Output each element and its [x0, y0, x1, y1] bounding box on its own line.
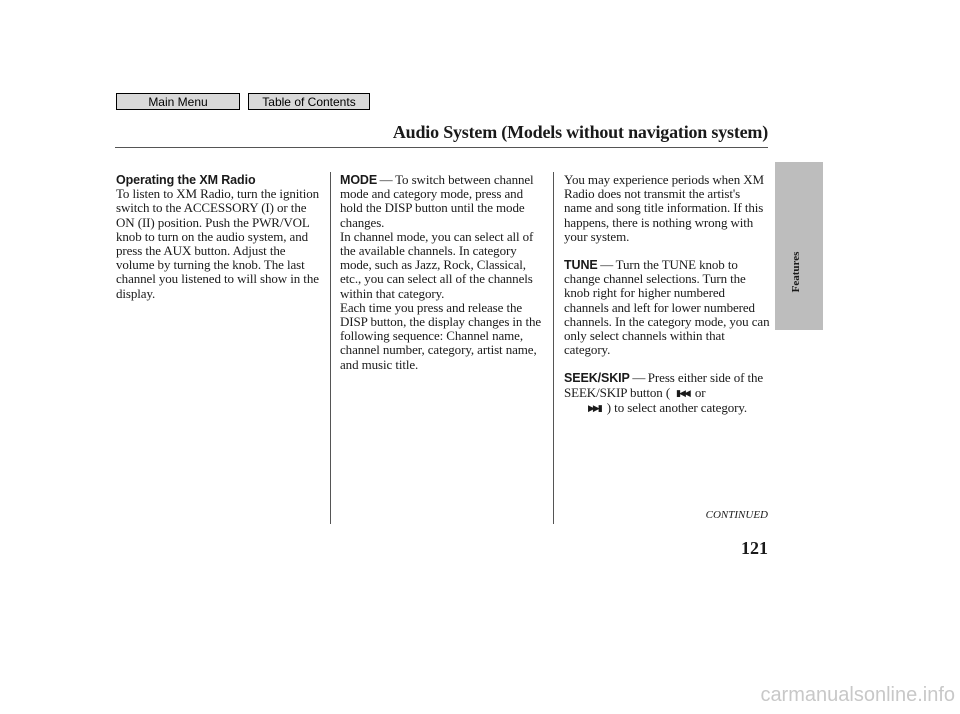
- em-dash: —: [632, 370, 646, 386]
- column-divider-right: [553, 172, 554, 524]
- table-of-contents-button[interactable]: Table of Contents: [248, 93, 370, 110]
- mode-heading: MODE: [340, 173, 378, 187]
- mode-paragraph: [340, 173, 546, 230]
- left-column: [116, 173, 324, 301]
- seek-skip-text-1: Press either side of the SEEK/SKIP button (: [564, 370, 764, 400]
- seek-skip-or: or: [694, 384, 706, 400]
- section-tab: [775, 162, 823, 330]
- main-menu-button[interactable]: Main Menu: [116, 93, 240, 110]
- page-title: Audio System (Models without navigation system): [392, 122, 768, 142]
- mode-text: To switch between channel mode and category mode, press and hold the DISP button until the mode changes.: [340, 172, 534, 230]
- tune-paragraph: [564, 258, 770, 357]
- xm-radio-instructions: To listen to XM Radio, turn the ignition switch to the ACCESSORY (I) or the ON (II) position. Push the PWR/VOL knob to turn on the audio system, and press the AUX button. Adjust the volume by turning the knob. The last channel you listened to will show in the display.: [116, 186, 320, 301]
- skip-forward-icon: ▶▶▮: [588, 403, 601, 414]
- xm-interruption-paragraph: You may experience periods when XM Radio does not transmit the artist's name and song title information. If this happens, there is nothing wrong with your system.: [564, 172, 764, 244]
- skip-back-icon: ▮◀◀: [676, 388, 689, 399]
- continued-label: CONTINUED: [705, 509, 768, 521]
- em-dash: —: [379, 172, 393, 187]
- seek-skip-text-2: ) to select another category.: [606, 399, 748, 415]
- disp-sequence-paragraph: Each time you press and release the DISP button, the display changes in the following sequence: Channel name, channel number, category, artist name, and music title.: [340, 299, 542, 372]
- seek-skip-heading: SEEK/SKIP: [564, 371, 630, 386]
- tune-heading: TUNE: [564, 258, 598, 273]
- watermark: carmanualsonline.info: [760, 684, 955, 706]
- seek-skip-paragraph: [564, 371, 770, 416]
- tune-text: Turn the TUNE knob to change channel selections. Turn the knob right for higher numbered channels and left for lower numbered channels. In the category mode, you can only select channels within that category.: [564, 257, 770, 358]
- channel-mode-paragraph: In channel mode, you can select all of the available channels. In category mode, such as Jazz, Rock, Classical, etc., you can select all of the channels within that category.: [340, 228, 534, 301]
- middle-column: [340, 173, 546, 372]
- right-column: [564, 173, 770, 416]
- section-heading-xm-radio: Operating the XM Radio: [116, 173, 256, 187]
- title-divider: [115, 147, 768, 148]
- em-dash: —: [600, 257, 614, 273]
- page-number: 121: [741, 538, 768, 558]
- section-tab-label: Features: [790, 251, 802, 293]
- column-divider-left: [330, 172, 331, 524]
